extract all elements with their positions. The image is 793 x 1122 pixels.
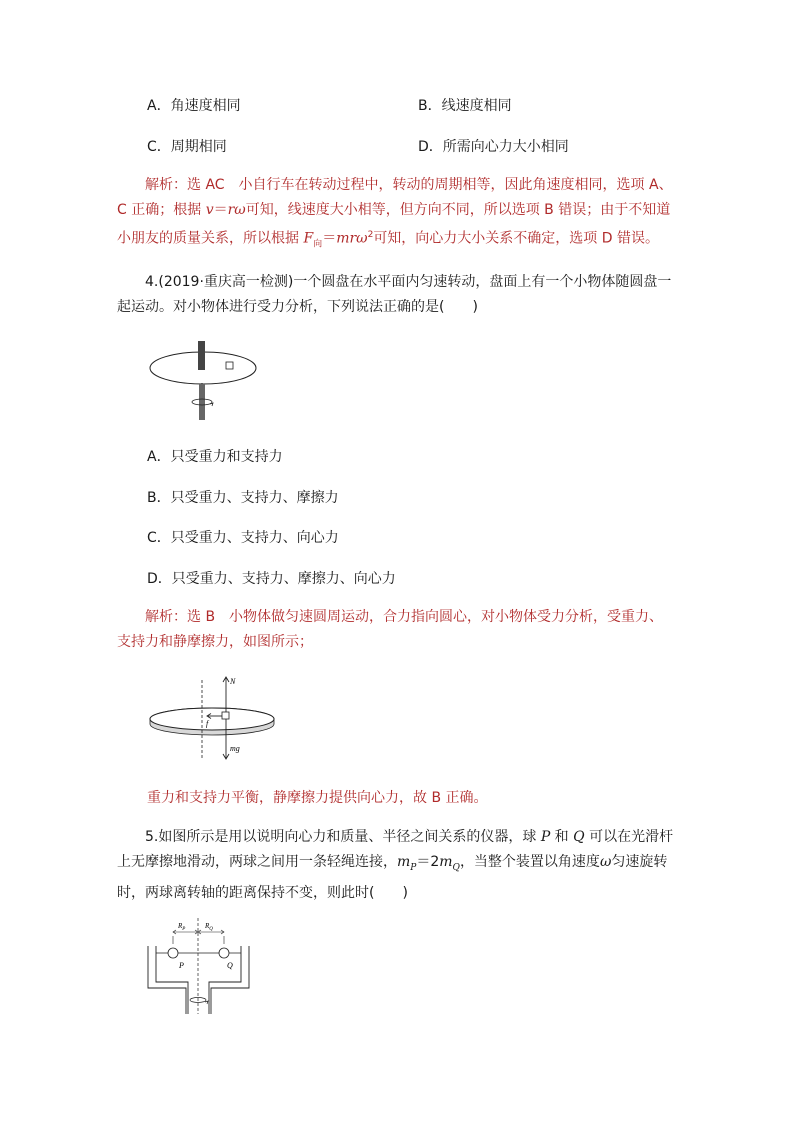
q4-analysis: 解析：选 B 小物体做匀速圆周运动，合力指向圆心，对小物体受力分析，受重力、支持力和静摩擦力，如图所示； (117, 609, 664, 650)
label-q: Q (227, 961, 233, 970)
q4-option-a: A．只受重力和支持力 (147, 449, 283, 465)
label-rq: $R_Q$ (205, 922, 213, 932)
option-b: B．线速度相同 (418, 98, 512, 114)
q4-conclusion: 重力和支持力平衡，静摩擦力提供向心力，故 B 正确。 (147, 790, 488, 806)
force-label-f: f (206, 719, 209, 728)
force-label-n: N (230, 677, 236, 686)
force-diagram-figure (145, 672, 275, 762)
q4-option-d: D．只受重力、支持力、摩擦力、向心力 (147, 571, 396, 587)
rotating-disc-figure (145, 336, 265, 426)
option-a: A．角速度相同 (147, 98, 241, 114)
q5-stem: 5.如图所示是用以说明向心力和质量、半径之间关系的仪器，球 P 和 Q 可以在光滑杆上无摩擦地滑动，两球之间用一条轻绳连接，$m_P=2m_Q$，当整个装置以角速度ω匀速旋转时，两球离转轴的距离保持不变，则此时( ) (117, 829, 674, 901)
label-p: P (179, 961, 184, 970)
q3-analysis: 解析：选 AC 小自行车在转动过程中，转动的周期相等，因此角速度相同，选项 A、C 正确；根据 v＝rω可知，线速度大小相等，但方向不同，所以选项 B 错误；由于不知道小朋友的质量关系，所以根据 $F_向=mr\omega^2$可知，向心力大小关系不确定，选项 D 错误。 (117, 177, 673, 250)
force-label-mg: mg (230, 744, 240, 753)
q4-option-b: B．只受重力、支持力、摩擦力 (147, 490, 339, 506)
q4-stem: 4.(2019·重庆高一检测)一个圆盘在水平面内匀速转动，盘面上有一个小物体随圆盘一起运动。对小物体进行受力分析，下列说法正确的是( ) (117, 274, 672, 315)
q4-option-c: C．只受重力、支持力、向心力 (147, 530, 339, 546)
label-rp: $R_P$ (178, 922, 186, 932)
option-d: D．所需向心力大小相同 (418, 139, 569, 155)
option-c: C．周期相同 (147, 139, 227, 155)
rod-balls-figure (145, 916, 255, 1016)
